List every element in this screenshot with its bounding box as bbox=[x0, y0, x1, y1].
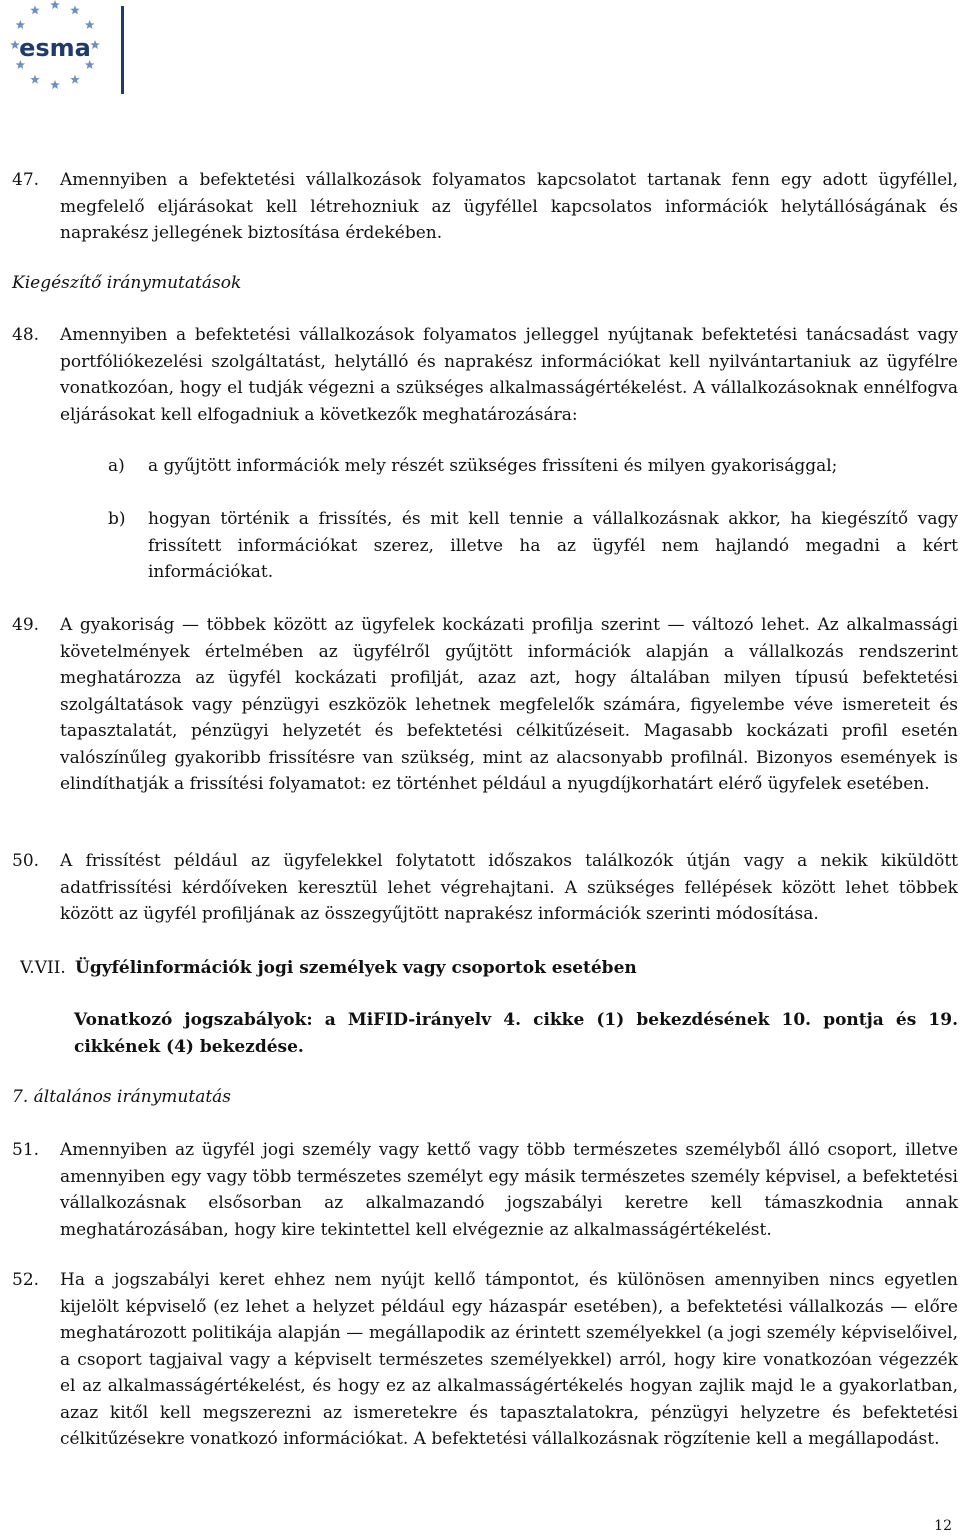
page-number: 12 bbox=[934, 1518, 952, 1534]
paragraph-51 bbox=[12, 1137, 958, 1243]
paragraph-50 bbox=[12, 848, 958, 928]
star-icon bbox=[30, 75, 40, 84]
paragraph-49 bbox=[12, 612, 958, 798]
section-number: V.VII. bbox=[20, 958, 66, 978]
star-icon bbox=[16, 20, 26, 29]
paragraph-text: Ha a jogszabályi keret ehhez nem nyújt kellő támpontot, és különösen amennyiben nincs egyetlen kijelölt képviselő (ez lehet a helyzet például egy házaspár esetében), a befektetési vállalkozás — előre meghatározott politikája alapján — megállapodik az érintett személyekkel (a jogi személy képviselőivel, a csoport tagjaival vagy a képviselt természetes személyekkel) arról, hogy kire vonatkozóan végezzék el az alkalmasságértékelést, és hogy ez az alkalmasságértékelés hogyan zajlik majd le a gyakorlatban, azaz kitől kell megszerezni az ismeretekre és tapasztalatokra, pénzügyi helyzetre és befektetési célkitűzésekre vonatkozó információkat. A befektetési vállalkozásnak rögzítenie kell a megállapodást. bbox=[60, 1270, 958, 1449]
legal-basis: Vonatkozó jogszabályok: a MiFID-irányelv 4. cikke (1) bekezdésének 10. pontja és 19. cikkének (4) bekezdése. bbox=[74, 1010, 958, 1057]
supplementary-heading: Kiegészítő iránymutatások bbox=[12, 273, 242, 293]
logo-divider bbox=[121, 6, 124, 94]
paragraph-number: 48. bbox=[12, 325, 40, 345]
star-icon bbox=[90, 40, 100, 49]
paragraph-48 bbox=[12, 322, 958, 428]
paragraph-text: A frissítést például az ügyfelekkel folytatott időszakos találkozók útján vagy a nekik kiküldött adatfrissítési kérdőíveken keresztül lehet végrehajtani. A szükséges fellépések között lehet többek között az ügyfél profiljának az összegyűjtött naprakész információk szerinti módosítása. bbox=[60, 851, 958, 924]
list-item bbox=[108, 506, 958, 586]
paragraph-text: Amennyiben a befektetési vállalkozások folyamatos jelleggel nyújtanak befektetési tanácsadást vagy portfóliókezelési szolgáltatást, helytálló és naprakész információkat kell nyilvántartaniuk az ügyfélre vonatkozóan, hogy el tudják végezni a szükséges alkalmasságértékelést. A vállalkozásoknak ennélfogva eljárásokat kell elfogadniuk a következők meghatározására: bbox=[60, 325, 958, 425]
paragraph-text: Amennyiben az ügyfél jogi személy vagy kettő vagy több természetes személyből álló csoport, illetve amennyiben egy vagy több természetes személyt egy másik természetes személy képvisel, a befektetési vállalkozásnak elsősorban az alkalmazandó jogszabályi keretre kell támaszkodnia annak meghatározásában, hogy kire tekintettel kell elvégeznie az alkalmasságértékelést. bbox=[60, 1140, 958, 1240]
paragraph-number: 52. bbox=[12, 1270, 40, 1290]
paragraph-text: Amennyiben a befektetési vállalkozások folyamatos kapcsolatot tartanak fenn egy adott ügyféllel, megfelelő eljárásokat kell létrehozniuk az ügyféllel kapcsolatos információk helytállóságának és naprakész jellegének biztosítása érdekében. bbox=[60, 170, 958, 243]
guideline-heading: 7. általános iránymutatás bbox=[12, 1087, 232, 1107]
paragraph-number: 51. bbox=[12, 1140, 40, 1160]
esma-logo bbox=[0, 0, 130, 100]
star-icon bbox=[50, 80, 60, 89]
list-label: a) bbox=[108, 456, 125, 476]
paragraph-52 bbox=[12, 1267, 958, 1453]
paragraph-number: 50. bbox=[12, 851, 40, 871]
section-title bbox=[20, 955, 637, 982]
star-icon bbox=[30, 5, 40, 14]
list-label: b) bbox=[108, 509, 126, 529]
list-text: a gyűjtött információk mely részét szükséges frissíteni és milyen gyakorisággal; bbox=[148, 456, 838, 476]
list-text: hogyan történik a frissítés, és mit kell tennie a vállalkozásnak akkor, ha kiegészítő vagy frissített információkat szerez, illetve ha az ügyfél nem hajlandó megadni a kért információkat. bbox=[148, 509, 958, 582]
logo-text: esma bbox=[19, 34, 91, 62]
esma-stars-icon bbox=[0, 0, 120, 100]
paragraph-text: A gyakoriság — többek között az ügyfelek kockázati profilja szerint — változó lehet. Az alkalmassági követelmények értelmében az ügyfélről gyűjtött információk alapján a vállalkozás rendszerint meghatározza az ügyfél kockázati profilját, azaz azt, hogy általában milyen típusú befektetési szolgáltatások vagy pénzügyi eszközök lehetnek megfelelők számára, figyelembe véve ismereteit és tapasztalatát, pénzügyi helyzetét és befektetési célkitűzéseit. Magasabb kockázati profil esetén valószínűleg gyakoribb frissítésre van szükség, mint az alacsonyabb profilnál. Bizonyos események is elindíthatják a frissítési folyamatot: ez történhet például a nyugdíjkorhatárt elérő ügyfelek esetében. bbox=[60, 615, 958, 794]
section-title-text: Ügyfélinformációk jogi személyek vagy csoportok esetében bbox=[75, 958, 637, 978]
star-icon bbox=[50, 0, 60, 9]
list-item bbox=[108, 453, 958, 480]
paragraph-number: 49. bbox=[12, 615, 40, 635]
star-icon bbox=[70, 75, 80, 84]
star-icon bbox=[70, 5, 80, 14]
star-icon bbox=[85, 20, 95, 29]
paragraph-number: 47. bbox=[12, 170, 40, 190]
paragraph-47 bbox=[12, 167, 958, 247]
